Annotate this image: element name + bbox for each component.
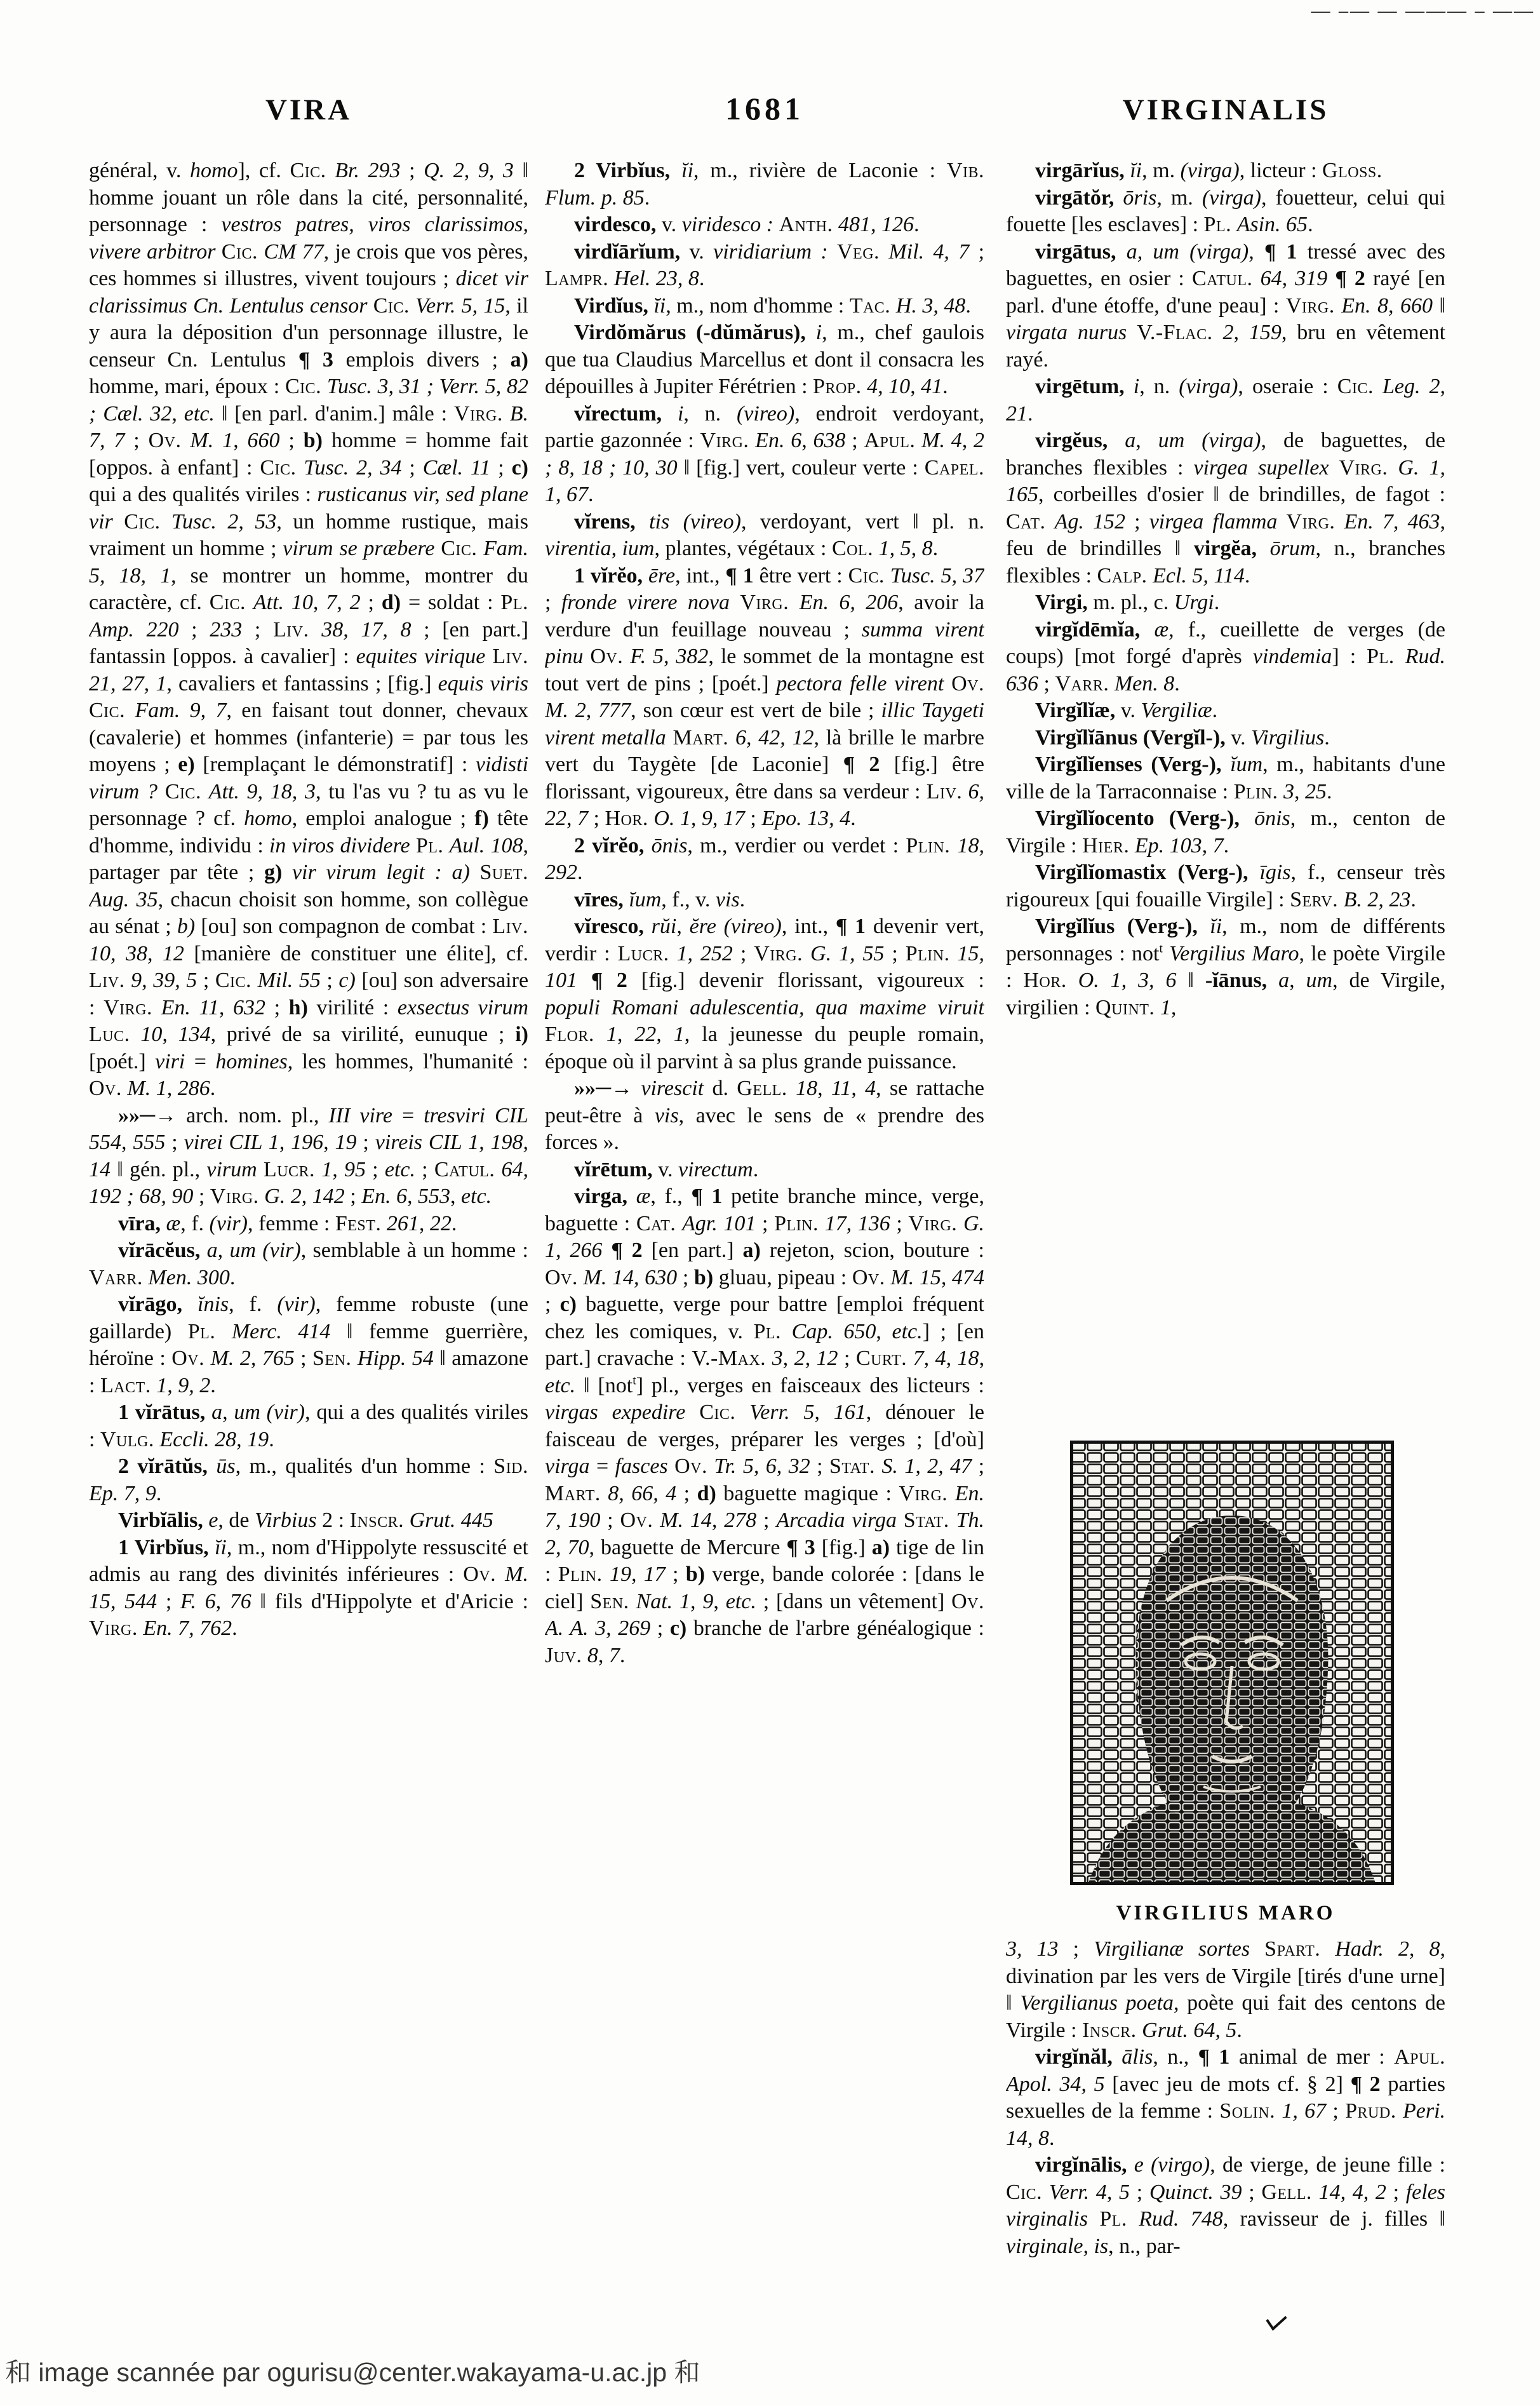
figure-caption: VIRGILIUS MARO	[1116, 1902, 1336, 1925]
dictionary-entry: virgĭnăl, ālis, n., ¶ 1 animal de mer : Apul. Apol. 34, 5 [avec jeu de mots cf. § 2] ¶ 2 parties sexuelles de la femme : Solin. 1, 67 ; Prud. Peri. 14, 8.	[1006, 2045, 1445, 2150]
scan-credit-footer: 和 image scannée par ogurisu@center.wakayama-u.ac.jp 和	[5, 2358, 700, 2387]
dictionary-entry: Virgi, m. pl., c. Urgi.	[1035, 591, 1220, 614]
dictionary-entry: 2 vĭrātŭs, ūs, m., qualités d'un homme : Sid. Ep. 7, 9.	[89, 1455, 528, 1505]
dictionary-entry: vĭresco, rŭi, ĕre (vireo), int., ¶ 1 devenir vert, verdir : Lucr. 1, 252 ; Virg. G. 1, 55 ; Plin. 15, 101 ¶ 2 [fig.] devenir florissant, vigoureux : populi Romani adulescentia, qua maxime viruit Flor. 1, 22, 1, la jeunesse du peuple romain, époque où il parvint à sa plus grande puissance.	[545, 915, 984, 1073]
dictionary-entry: Virgĭlĭocento (Verg-), ōnis, m., centon de Virgile : Hier. Ep. 103, 7.	[1006, 807, 1445, 857]
dictionary-entry: Virdŏmărus (-dŭmărus), i, m., chef gaulois que tua Claudius Marcellus et dont il consacra les dépouilles à Jupiter Férétrien : Prop. 4, 10, 41.	[545, 321, 984, 398]
running-head-right: VIRGINALIS	[1122, 93, 1329, 126]
dictionary-entry: vĭrāgo, ĭnis, f. (vir), femme robuste (une gaillarde) Pl. Merc. 414 ‖ femme guerrière, héroïne : Ov. M. 2, 765 ; Sen. Hipp. 54 ‖ amazone : Lact. 1, 9, 2.	[89, 1293, 528, 1397]
dictionary-entry: vīres, ĭum, f., v. vis.	[574, 887, 746, 911]
dictionary-entry: virgārĭus, ĭi, m. (virga), licteur : Gloss.	[1035, 159, 1383, 182]
dictionary-entry: virgĭdēmĭa, æ, f., cueillette de verges (de coups) [mot forgé d'après vindemia] : Pl. Rud. 636 ; Varr. Men. 8.	[1006, 617, 1445, 696]
dictionary-entry: général, v. homo], cf. Cic. Br. 293 ; Q. 2, 9, 3 ‖ homme jouant un rôle dans la cité, personnalité, personnage : vestros patres, viros clarissimos, vivere arbitror Cic. CM 77, je crois que vos pères, ces hommes si illustres, vivent toujours ; dicet vir clarissimus Cn. Lentulus censor Cic. Verr. 5, 15, il y aura la déposition d'un personnage illustre, le censeur Cn. Lentulus ¶ 3 emplois divers ; a) homme, mari, époux : Cic. Tusc. 3, 31 ; Verr. 5, 82 ; Cæl. 32, etc. ‖ [en parl. d'anim.] mâle : Virg. B. 7, 7 ; Ov. M. 1, 660 ; b) homme = homme fait [oppos. à enfant] : Cic. Tusc. 2, 34 ; Cæl. 11 ; c) qui a des qualités viriles : rusticanus vir, sed plane vir Cic. Tusc. 2, 53, un homme rustique, mais vraiment un homme ; virum se præbere Cic. Fam. 5, 18, 1, se montrer un homme, montrer du caractère, cf. Cic. Att. 10, 7, 2 ; d) = soldat : Pl. Amp. 220 ; 233 ; Liv. 38, 17, 8 ; [en part.] fantassin [oppos. à cavalier] : equites virique Liv. 21, 27, 1, cavaliers et fantassins ; [fig.] equis viris Cic. Fam. 9, 7, en faisant tout donner, chevaux (cavalerie) et hommes (infanterie) = par tous les moyens ; e) [remplaçant le démonstratif] : vidisti virum ? Cic. Att. 9, 18, 3, tu l'as vu ? tu as vu le personnage ? cf. homo, emploi analogue ; f) tête d'homme, individu : in viros dividere Pl. Aul. 108, partager par tête ; g) vir virum legit : a) Suet. Aug. 35, chacun choisit son homme, son collègue au sénat ; b) [ou] son compagnon de combat : Liv. 10, 38, 12 [manière de constituer une élite], cf. Liv. 9, 39, 5 ; Cic. Mil. 55 ; c) [ou] son adversaire : Virg. En. 11, 632 ; h) virilité : exsectus virum Luc. 10, 134, privé de sa virilité, eunuque ; i) [poét.] viri = homines, les hommes, l'humanité : Ov. M. 1, 286.	[89, 159, 528, 1100]
dictionary-entry: »»─→ arch. nom. pl., III vire = tresviri CIL 554, 555 ; virei CIL 1, 196, 19 ; vireis CIL 1, 198, 14 ‖ gén. pl., virum Lucr. 1, 95 ; etc. ; Catul. 64, 192 ; 68, 90 ; Virg. G. 2, 142 ; En. 6, 553, etc.	[89, 1103, 528, 1208]
dictionary-entry: vīra, æ, f. (vir), femme : Fest. 261, 22.	[118, 1211, 457, 1235]
virgil-mosaic-image	[1070, 1441, 1394, 1885]
dictionary-entry: virdĭārĭum, v. viridiarium : Veg. Mil. 4, 7 ; Lampr. Hel. 23, 8.	[545, 239, 984, 290]
page-number: 1681	[725, 91, 804, 126]
dictionary-entry: Virdĭus, ĭi, m., nom d'homme : Tac. H. 3, 48.	[574, 293, 971, 318]
dictionary-entry: vĭrētum, v. virectum.	[574, 1157, 759, 1181]
dictionary-entry: vĭrectum, i, n. (vireo), endroit verdoyant, partie gazonnée : Virg. En. 6, 638 ; Apul. M. 4, 2 ; 8, 18 ; 10, 30 ‖ [fig.] vert, couleur verte : Capel. 1, 67.	[545, 401, 984, 506]
dictionary-entry: 1 vĭrātus, a, um (vir), qui a des qualités viriles : Vulg. Eccli. 28, 19.	[89, 1401, 528, 1451]
dictionary-entry: Virgĭlĭenses (Verg-), ĭum, m., habitants d'une ville de la Tarraconnaise : Plin. 3, 25.	[1006, 753, 1445, 803]
column-left	[89, 158, 528, 2317]
virgil-mosaic-figure	[1070, 1441, 1394, 1885]
dictionary-entry: 2 Virbĭus, ĭi, m., rivière de Laconie : Vib. Flum. p. 85.	[545, 159, 984, 210]
dictionary-entry: virgētum, i, n. (virga), oseraie : Cic. Leg. 2, 21.	[1006, 375, 1445, 426]
running-head-left: VIRA	[265, 93, 352, 126]
dictionary-entry: Virgĭlĭomastix (Verg-), īgis, f., censeur très rigoureux [qui fouaille Virgile] : Serv. B. 2, 23.	[1006, 861, 1445, 911]
dictionary-entry: 3, 13 ; Virgilianæ sortes Spart. Hadr. 2, 8, divination par les vers de Virgile [tirés d'une urne] ‖ Vergilianus poeta, poète qui fait des centons de Virgile : Inscr. Grut. 64, 5.	[1006, 1937, 1445, 2042]
dictionary-entry: vĭrācĕus, a, um (vir), semblable à un homme : Varr. Men. 300.	[89, 1239, 528, 1289]
dictionary-entry: vĭrens, tis (vireo), verdoyant, vert ‖ pl. n. virentia, ium, plantes, végétaux : Col. 1, 5, 8.	[545, 509, 984, 560]
dictionary-entry: virgĕus, a, um (virga), de baguettes, de branches flexibles : virgea supellex Virg. G. 1, 165, corbeilles d'osier ‖ de brindilles, de fagot : Cat. Ag. 152 ; virgea flamma Virg. En. 7, 463, feu de brindilles ‖ virgĕa, ōrum, n., branches flexibles : Calp. Ecl. 5, 114.	[1006, 429, 1445, 588]
dictionary-entry: 2 vĭrĕo, ōnis, m., verdier ou verdet : Plin. 18, 292.	[545, 833, 984, 884]
column-right-lower	[1006, 1936, 1445, 2330]
dictionary-entry: 1 vĭrĕo, ēre, int., ¶ 1 être vert : Cic. Tusc. 5, 37 ; fronde virere nova Virg. En. 6, 206, avoir la verdure d'un feuillage nouveau ; summa virent pinu Ov. F. 5, 382, le sommet de la montagne est tout vert de pins ; [poét.] pectora felle virent Ov. M. 2, 777, son cœur est vert de bile ; illic Taygeti virent metalla Mart. 6, 42, 12, là brille le marbre vert du Taygète [de Laconie] ¶ 2 [fig.] être florissant, vigoureux, être dans sa verdeur : Liv. 6, 22, 7 ; Hor. O. 1, 9, 17 ; Epo. 13, 4.	[545, 563, 984, 830]
dictionary-entry: Virgĭlĭānus (Vergĭl-), v. Virgilius.	[1035, 725, 1330, 749]
dictionary-entry: Virgĭlĭæ, v. Vergiliæ.	[1035, 699, 1218, 722]
dictionary-entry: »»─→ virescit d. Gell. 18, 11, 4, se rattache peut-être à vis, avec le sens de « prendre des forces ».	[545, 1077, 984, 1154]
dictionary-entry: 1 Virbĭus, ĭi, m., nom d'Hippolyte ressuscité et admis au rang des divinités inférieures : Ov. M. 15, 544 ; F. 6, 76 ‖ fils d'Hippolyte et d'Aricie : Virg. En. 7, 762.	[89, 1535, 528, 1640]
dictionary-entry: virgĭnālis, e (virgo), de vierge, de jeune fille : Cic. Verr. 4, 5 ; Quinct. 39 ; Gell. 14, 4, 2 ; feles virginalis Pl. Rud. 748, ravisseur de j. filles ‖ virginale, is, n., par-	[1006, 2153, 1445, 2258]
column-right-upper	[1006, 158, 1445, 1437]
dictionary-entry: virgātus, a, um (virga), ¶ 1 tressé avec des baguettes, en osier : Catul. 64, 319 ¶ 2 rayé [en parl. d'une étoffe, d'une peau] : Virg. En. 8, 660 ‖ virgata nurus V.-Flac. 2, 159, bru en vêtement rayé.	[1006, 239, 1445, 372]
dictionary-entry: virdesco, v. viridesco : Anth. 481, 126.	[574, 213, 920, 236]
dictionary-entry: virgātŏr, ōris, m. (virga), fouetteur, celui qui fouette [les esclaves] : Pl. Asin. 65.	[1006, 185, 1445, 236]
scan-artifact-dashes: — –— — ——— – ——	[1311, 0, 1535, 21]
dictionary-entry: virga, æ, f., ¶ 1 petite branche mince, verge, baguette : Cat. Agr. 101 ; Plin. 17, 136 ; Virg. G. 1, 266 ¶ 2 [en part.] a) rejeton, scion, bouture : Ov. M. 14, 630 ; b) gluau, pipeau : Ov. M. 15, 474 ; c) baguette, verge pour battre [emploi fréquent chez les comiques, v. Pl. Cap. 650, etc.] ; [en part.] cravache : V.-Max. 3, 2, 12 ; Curt. 7, 4, 18, etc. ‖ [not$^t$] pl., verges en faisceaux des licteurs : virgas expedire Cic. Verr. 5, 161, dénouer le faisceau de verges, préparer les verges ; [d'où] virga = fasces Ov. Tr. 5, 6, 32 ; Stat. S. 1, 2, 47 ; Mart. 8, 66, 4 ; d) baguette magique : Virg. En. 7, 190 ; Ov. M. 14, 278 ; Arcadia virga Stat. Th. 2, 70, baguette de Mercure ¶ 3 [fig.] a) tige de lin : Plin. 19, 17 ; b) verge, bande colorée : [dans le ciel] Sen. Nat. 1, 9, etc. ; [dans un vêtement] Ov. A. A. 3, 269 ; c) branche de l'arbre généalogique : Juv. 8, 7.	[545, 1185, 984, 1667]
dictionary-entry: Virgĭlĭus (Verg-), ĭi, m., nom de différents personnages : not$^t$ Vergilius Maro, le poète Virgile : Hor. O. 1, 3, 6 ‖ -ĭānus, a, um, de Virgile, virgilien : Quint. 1,	[1006, 915, 1445, 1019]
dictionary-entry: Virbĭālis, e, de Virbius 2 : Inscr. Grut. 445	[118, 1509, 493, 1532]
column-middle	[545, 158, 984, 2317]
